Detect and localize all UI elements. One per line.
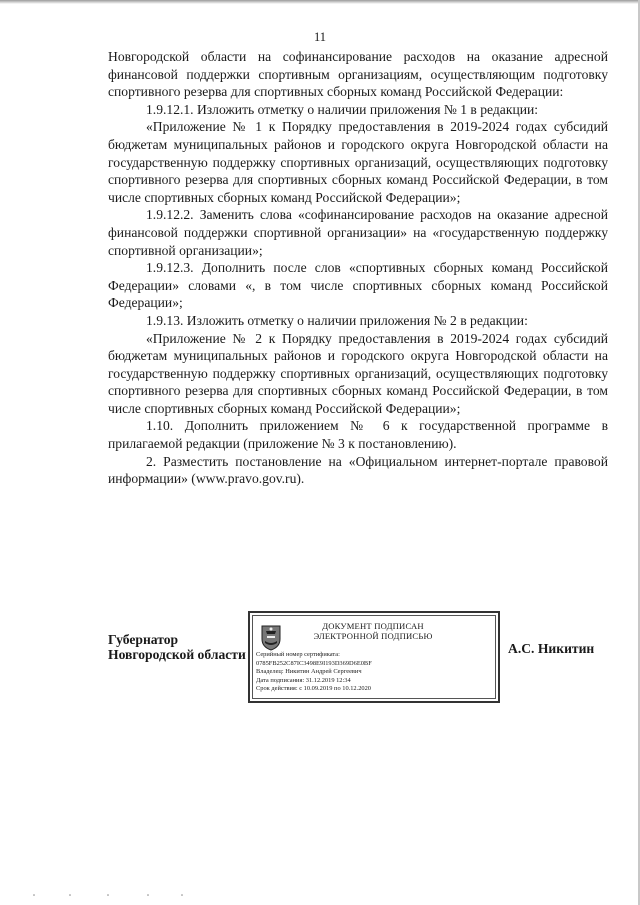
signatory-position (108, 632, 246, 662)
body-paragraph: «Приложение № 2 к Порядку предоставления в 2019-2024 годах субсидий бюджетам муниципальных районов и городского округа Новгородской области на государственную поддержку спортивных организаций, осуществляющих подготовку спортивного резерва для спортивных сборных команд Российской Федерации, в том числе спортивных сборных команд Российской Федерации»; (108, 330, 608, 416)
electronic-signature-stamp (248, 611, 500, 703)
signatory-name: А.С. Никитин (508, 641, 595, 656)
signatory-position-line1: Губернатор (108, 632, 179, 647)
body-paragraph: 1.10. Дополнить приложением № 6 к государственной программе в прилагаемой редакции (приложение № 3 к постановлению). (108, 418, 608, 452)
stamp-validity: Срок действия: с 10.09.2019 по 10.12.2020 (256, 685, 372, 693)
stamp-title-line2: ЭЛЕКТРОННОЙ ПОДПИСЬЮ (313, 631, 433, 641)
stamp-title-line1: ДОКУМЕНТ ПОДПИСАН (322, 621, 424, 631)
stamp-title (308, 621, 438, 641)
novgorod-coat-of-arms-icon (260, 623, 282, 651)
body-paragraph: 1.9.12.1. Изложить отметку о наличии приложения № 1 в редакции: (146, 101, 539, 117)
stamp-details (256, 651, 496, 694)
body-paragraph: 2. Разместить постановление на «Официальном интернет-портале правовой информации» (www.pravo.gov.ru). (108, 453, 608, 487)
scan-noise-marks (30, 892, 190, 898)
stamp-cert-label: Серийный номер сертификата: (256, 651, 340, 658)
document-body (108, 48, 608, 488)
body-paragraph: «Приложение № 1 к Порядку предоставления в 2019-2024 годах субсидий бюджетам муниципальных районов и городского округа Новгородской области на государственную поддержку спортивных организаций, осуществляющих подготовку спортивного резерва для спортивных сборных команд Российской Федерации, в том числе спортивных сборных команд Российской Федерации»; (108, 119, 608, 205)
signatory-position-line2: Новгородской области (108, 647, 246, 662)
scan-top-edge (0, 0, 640, 4)
stamp-owner: Владелец: Никитин Андрей Сергеевич (256, 668, 362, 676)
stamp-signed-date: Дата подписания: 31.12.2019 12:34 (256, 676, 351, 684)
page-number: 11 (313, 30, 327, 44)
stamp-cert-serial: 0785FB252C87IC3498E9I193D369D6E0BF (256, 659, 372, 667)
body-paragraph: 1.9.13. Изложить отметку о наличии приложения № 2 в редакции: (146, 312, 528, 328)
body-paragraph: Новгородской области на софинансирование расходов на оказание адресной финансовой поддержки спортивным организациям, осуществляющим подготовку спортивного резерва для спортивных сборных команд Российской Федерации: (108, 49, 608, 100)
body-paragraph: 1.9.12.2. Заменить слова «софинансирование расходов на оказание адресной финансовой поддержки спортивной организации» на «государственную поддержку спортивной организации»; (108, 207, 608, 258)
body-paragraph: 1.9.12.3. Дополнить после слов «спортивных сборных команд Российской Федерации» словами «, в том числе спортивных сборных команд Российской Федерации»; (108, 260, 608, 311)
